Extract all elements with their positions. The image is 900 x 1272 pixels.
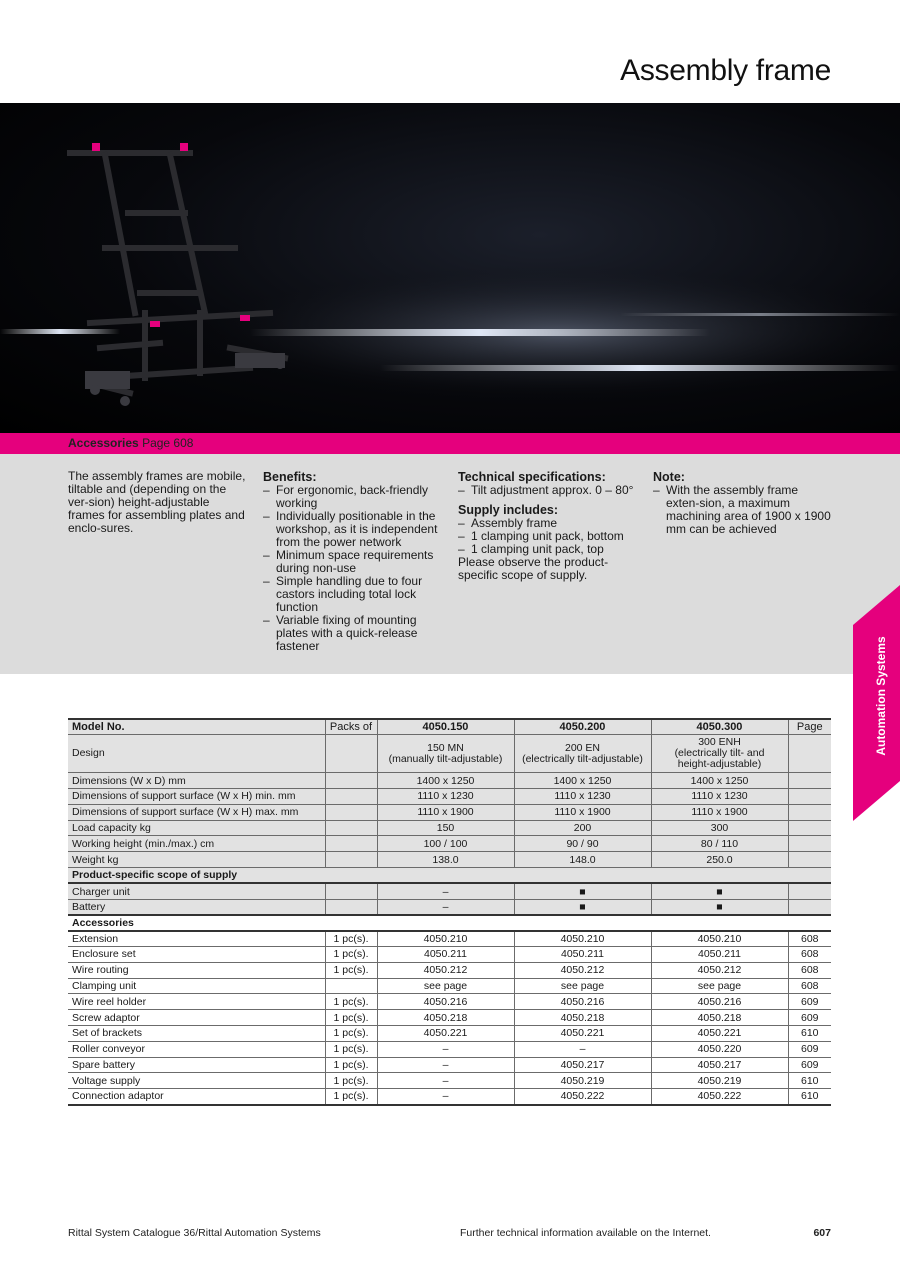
cell-value: 4050.218 [651, 1010, 788, 1026]
note-column [653, 470, 833, 536]
cell-value: 4050.220 [651, 1041, 788, 1057]
row-label: Charger unit [68, 883, 325, 899]
cell-page [788, 804, 831, 820]
cell-page [788, 852, 831, 868]
cell-value: 4050.212 [514, 962, 651, 978]
design-line: 200 EN [564, 741, 601, 754]
row-label: Voltage supply [68, 1073, 325, 1089]
cell-value: 250.0 [651, 852, 788, 868]
header-model-3: 4050.300 [651, 719, 788, 735]
row-label: Screw adaptor [68, 1010, 325, 1026]
cell-value: ■ [651, 899, 788, 915]
cell-value: 4050.221 [377, 1026, 514, 1042]
cell-value: 4050.217 [514, 1057, 651, 1073]
cell-value: 90 / 90 [514, 836, 651, 852]
design-line: 150 MN [427, 741, 464, 754]
cell-page [788, 820, 831, 836]
cell-value: see page [514, 978, 651, 994]
side-tab-label[interactable]: Automation Systems [874, 636, 888, 756]
table-row [68, 804, 831, 820]
row-label: Working height (min./max.) cm [68, 836, 325, 852]
cell-value: 80 / 110 [651, 836, 788, 852]
cell-packs: 1 pc(s). [325, 1026, 377, 1042]
list-item: – Variable fixing of mounting plates with a quick-release fastener [263, 614, 443, 653]
cell-page [788, 836, 831, 852]
table-header-row [68, 719, 831, 735]
cell-value: 4050.218 [377, 1010, 514, 1026]
cell-packs: 1 pc(s). [325, 931, 377, 947]
cell-value: 1110 x 1900 [514, 804, 651, 820]
list-item: – Simple handling due to four castors including total lock function [263, 575, 443, 614]
row-label: Spare battery [68, 1057, 325, 1073]
cell-value: – [514, 1041, 651, 1057]
cell-value: 4050.222 [514, 1089, 651, 1105]
cell-value: 4050.219 [651, 1073, 788, 1089]
hero-image [0, 103, 900, 433]
cell-page: 610 [788, 1089, 831, 1105]
cell-page [788, 735, 831, 773]
table-row [68, 820, 831, 836]
design-line: (electrically tilt-adjustable) [522, 752, 643, 765]
benefits-column [263, 470, 443, 653]
cell-value: 4050.221 [651, 1026, 788, 1042]
page-title: Assembly frame [620, 54, 831, 87]
cell-value: 148.0 [514, 852, 651, 868]
row-label: Wire reel holder [68, 994, 325, 1010]
cell-packs: 1 pc(s). [325, 947, 377, 963]
design-line: (manually tilt-adjustable) [388, 752, 503, 765]
cell-page: 608 [788, 978, 831, 994]
row-label: Enclosure set [68, 947, 325, 963]
cell-value: 1400 x 1250 [651, 773, 788, 789]
intro-text: The assembly frames are mobile, tiltable and (depending on the ver-sion) height-adjustable frames for assembling plates and enclo-sures. [68, 469, 246, 535]
supply-list [458, 517, 643, 556]
cell-value: 4050.218 [514, 1010, 651, 1026]
table-row [68, 735, 831, 773]
list-item: – 1 clamping unit pack, top [458, 543, 643, 556]
cell-value: 4050.210 [377, 931, 514, 947]
list-item: – With the assembly frame exten-sion, a maximum machining area of 1900 x 1900 mm can be achieved [653, 484, 833, 536]
row-label: Load capacity kg [68, 820, 325, 836]
note-heading: Note: [653, 470, 685, 484]
cell-packs [325, 773, 377, 789]
supply-heading: Supply includes: [458, 503, 559, 517]
row-label: Clamping unit [68, 978, 325, 994]
header-page: Page [788, 719, 831, 735]
cell-packs [325, 978, 377, 994]
cell-packs [325, 804, 377, 820]
note-list [653, 484, 833, 536]
design-line: height-adjustable) [677, 758, 762, 771]
section-heading-accessories: Accessories [68, 915, 831, 931]
cell-value: 4050.210 [514, 931, 651, 947]
section-header-row [68, 868, 831, 884]
accessories-page[interactable]: Page 608 [142, 436, 194, 450]
list-item: – For ergonomic, back-friendly working [263, 484, 443, 510]
assembly-frame-photo [0, 103, 900, 433]
cell-value: 1400 x 1250 [377, 773, 514, 789]
table-row [68, 994, 831, 1010]
cell-value: – [377, 883, 514, 899]
cell-value: 200 [514, 820, 651, 836]
list-item: – Individually positionable in the workshop, as it is independent from the power network [263, 510, 443, 549]
cell-page: 609 [788, 1010, 831, 1026]
cell-value: 4050.211 [377, 947, 514, 963]
cell-value: – [377, 1073, 514, 1089]
cell-packs [325, 820, 377, 836]
table-row [68, 789, 831, 805]
table-row [68, 1010, 831, 1026]
cell-page: 610 [788, 1026, 831, 1042]
cell-value: see page [377, 978, 514, 994]
cell-value: 1400 x 1250 [514, 773, 651, 789]
cell-value: 150 [377, 820, 514, 836]
cell-packs [325, 836, 377, 852]
cell-value: 4050.216 [377, 994, 514, 1010]
cell-value: 4050.212 [377, 962, 514, 978]
design-line: 300 ENH [698, 736, 741, 749]
cell-value: 1110 x 1230 [651, 789, 788, 805]
cell-value [377, 735, 514, 773]
cell-value: 4050.211 [514, 947, 651, 963]
accessories-link-bar[interactable] [0, 433, 900, 454]
row-label: Extension [68, 931, 325, 947]
row-label: Dimensions of support surface (W x H) max. mm [68, 804, 325, 820]
list-item: – Tilt adjustment approx. 0 – 80° [458, 484, 643, 497]
row-label: Wire routing [68, 962, 325, 978]
cell-packs: 1 pc(s). [325, 1057, 377, 1073]
accessories-label: Accessories [68, 436, 139, 450]
cell-page [788, 789, 831, 805]
cell-value: 4050.217 [651, 1057, 788, 1073]
tech-column [458, 470, 643, 582]
section-heading-scope: Product-specific scope of supply [68, 868, 831, 884]
cell-packs: 1 pc(s). [325, 994, 377, 1010]
cell-page: 609 [788, 1041, 831, 1057]
row-label: Connection adaptor [68, 1089, 325, 1105]
header-model-2: 4050.200 [514, 719, 651, 735]
footer-left: Rittal System Catalogue 36/Rittal Automation Systems [68, 1227, 321, 1239]
cell-value: – [377, 1057, 514, 1073]
cell-value: 4050.222 [651, 1089, 788, 1105]
cell-value [514, 735, 651, 773]
tech-list [458, 484, 643, 497]
cell-packs [325, 852, 377, 868]
header-model: Model No. [68, 719, 325, 735]
benefits-list [263, 484, 443, 653]
table-row [68, 1089, 831, 1105]
cell-page [788, 883, 831, 899]
table-row [68, 931, 831, 947]
cell-value: 1110 x 1900 [377, 804, 514, 820]
spec-table [68, 718, 831, 1106]
cell-packs [325, 789, 377, 805]
table-row [68, 1041, 831, 1057]
table-row [68, 852, 831, 868]
intro-column [68, 470, 248, 535]
table-row [68, 947, 831, 963]
row-label: Roller conveyor [68, 1041, 325, 1057]
benefits-heading: Benefits: [263, 470, 317, 484]
table-row [68, 1026, 831, 1042]
cell-value: 4050.212 [651, 962, 788, 978]
cell-value: ■ [514, 899, 651, 915]
cell-value: 4050.216 [514, 994, 651, 1010]
cell-page: 608 [788, 931, 831, 947]
cell-packs [325, 735, 377, 773]
list-item: – 1 clamping unit pack, bottom [458, 530, 643, 543]
table-row [68, 883, 831, 899]
cell-value [651, 735, 788, 773]
page-number: 607 [813, 1227, 831, 1239]
cell-value: – [377, 1089, 514, 1105]
cell-packs: 1 pc(s). [325, 1010, 377, 1026]
supply-note: Please observe the product-specific scope of supply. [458, 555, 609, 582]
design-line: (electrically tilt- and [674, 747, 765, 760]
cell-value: 1110 x 1900 [651, 804, 788, 820]
table-row [68, 978, 831, 994]
cell-value: – [377, 899, 514, 915]
cell-page: 610 [788, 1073, 831, 1089]
cell-page [788, 899, 831, 915]
cell-value: 100 / 100 [377, 836, 514, 852]
list-item: – Assembly frame [458, 517, 643, 530]
cell-packs: 1 pc(s). [325, 1073, 377, 1089]
cell-value: 1110 x 1230 [377, 789, 514, 805]
cell-packs [325, 883, 377, 899]
cell-value: ■ [514, 883, 651, 899]
cell-packs: 1 pc(s). [325, 1041, 377, 1057]
row-label: Weight kg [68, 852, 325, 868]
cell-value: 300 [651, 820, 788, 836]
cell-page: 608 [788, 962, 831, 978]
row-label: Dimensions of support surface (W x H) min. mm [68, 789, 325, 805]
cell-value: 4050.221 [514, 1026, 651, 1042]
cell-packs [325, 899, 377, 915]
cell-value: 4050.210 [651, 931, 788, 947]
table-row [68, 1057, 831, 1073]
table-row [68, 899, 831, 915]
cell-page [788, 773, 831, 789]
header-model-1: 4050.150 [377, 719, 514, 735]
cell-packs: 1 pc(s). [325, 1089, 377, 1105]
cell-value: 4050.216 [651, 994, 788, 1010]
table-row [68, 836, 831, 852]
cell-packs: 1 pc(s). [325, 962, 377, 978]
row-label: Design [68, 735, 325, 773]
header-packs: Packs of [325, 719, 377, 735]
footer-center: Further technical information available on the Internet. [460, 1227, 711, 1239]
table-row [68, 1073, 831, 1089]
row-label: Battery [68, 899, 325, 915]
section-header-row [68, 915, 831, 931]
row-label: Dimensions (W x D) mm [68, 773, 325, 789]
row-label: Set of brackets [68, 1026, 325, 1042]
tech-heading: Technical specifications: [458, 470, 606, 484]
cell-value: 138.0 [377, 852, 514, 868]
cell-value: 4050.219 [514, 1073, 651, 1089]
table-row [68, 962, 831, 978]
cell-value: ■ [651, 883, 788, 899]
cell-page: 609 [788, 994, 831, 1010]
cell-value: 1110 x 1230 [514, 789, 651, 805]
cell-page: 609 [788, 1057, 831, 1073]
list-item: – Minimum space requirements during non-use [263, 549, 443, 575]
cell-value: see page [651, 978, 788, 994]
table-row [68, 773, 831, 789]
cell-page: 608 [788, 947, 831, 963]
info-block [0, 454, 900, 674]
cell-value: 4050.211 [651, 947, 788, 963]
cell-value: – [377, 1041, 514, 1057]
